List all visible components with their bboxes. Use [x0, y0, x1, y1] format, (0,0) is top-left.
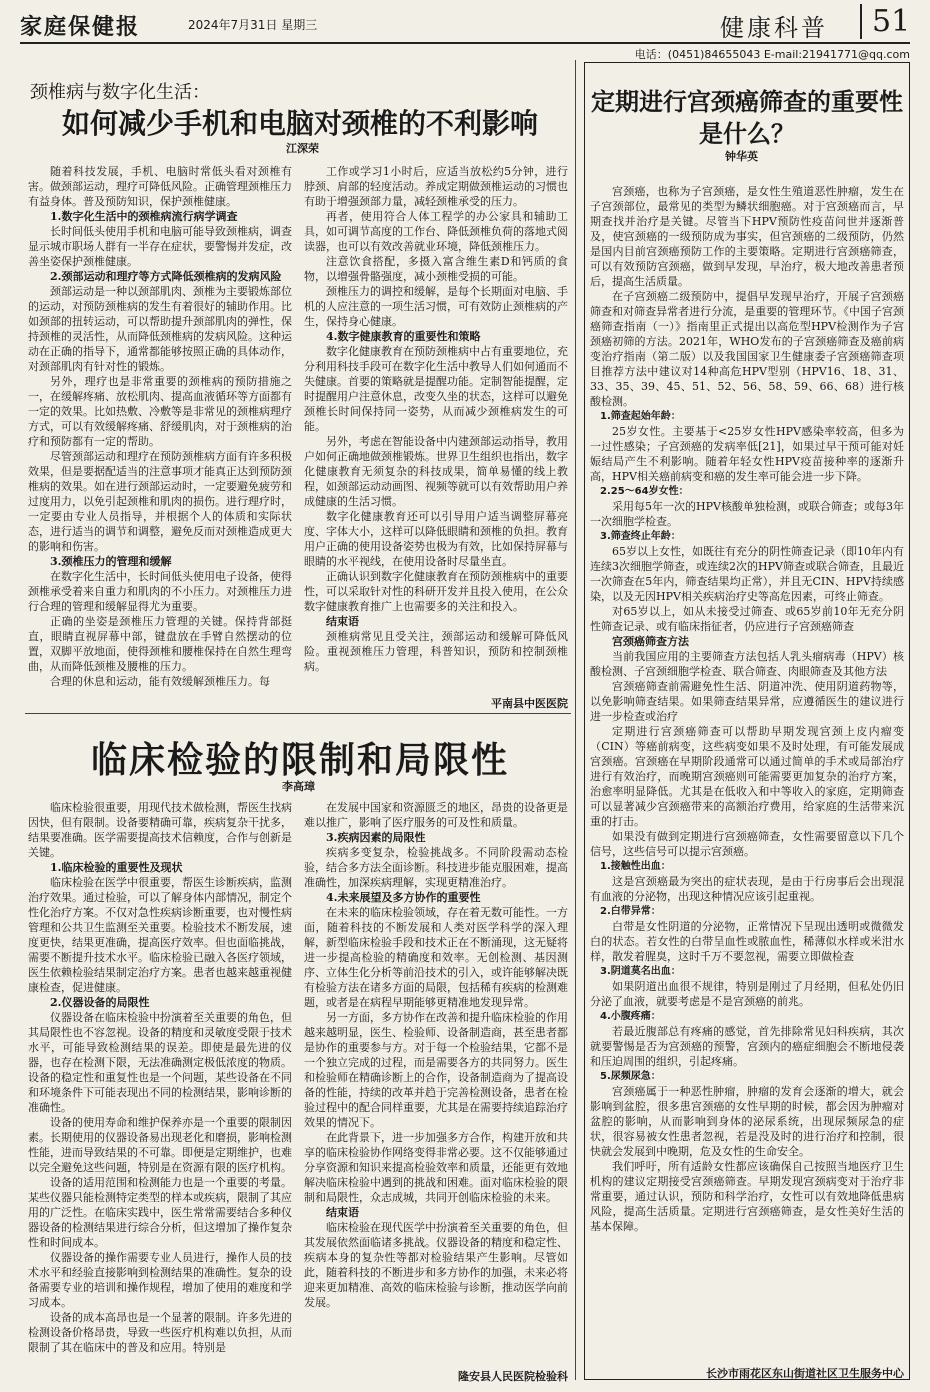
subheading: 结束语 — [326, 615, 359, 628]
issue-date: 2024年7月31日 — [188, 18, 278, 32]
paragraph: 对65岁以上，如从未接受过筛查、或65岁前10年无充分阴性筛查记录、或有临床指征者，仍应进行子宫颈癌筛查 — [590, 605, 904, 633]
paragraph: 设备的适用范围和检测能力也是一个重要的考量。某些仪器只能检测特定类型的样本或疾病，限制了其应用的广泛性。在临床实践中，医生常常需要结合多种仪器设备的检测结果进行综合分析，但这增加了操作复杂性和时间成本。 — [28, 1176, 292, 1249]
article2-column-2 — [304, 800, 568, 1380]
dateline — [188, 16, 317, 33]
newspaper-masthead: 家庭保健报 — [20, 14, 141, 40]
article3-title: 定期进行宫颈癌筛查的重要性是什么？ — [591, 87, 903, 148]
article2-title: 临床检验的限制和局限性 — [90, 739, 509, 781]
article2-column-1 — [28, 800, 292, 1380]
paragraph: 在未来的临床检验领域，存在着无数可能性。一方面，随着科技的不断发展和人类对医学科学的深入理解，新型临床检验手段和技术正在不断涌现，这无疑将进一步提高检验的精确度和效率。无创检测、基因测序、立体生化分析等前沿技术的引入，或许能够解决既有检验方法在诸多方面的局限，包括稀有疾病的检测难题，或者是在病程早期能够更精准地发现异常。 — [304, 906, 568, 1009]
paragraph: 临床检验很重要，用现代技术做检测，帮医生找病因快，但有限制。设备要精确可靠，疾病复杂干扰多，结果要准确。医学需要提高技术信赖度，合作与创新是关键。 — [28, 801, 292, 859]
paragraph: 注意饮食搭配，多摄入富含维生素D和钙质的食物，以增强骨骼强度，减小颈椎受损的可能。 — [304, 255, 568, 283]
page-number: 51 — [860, 4, 910, 39]
subheading: 3.颈椎压力的管理和缓解 — [50, 555, 172, 568]
paragraph: 临床检验在现代医学中扮演着至关重要的角色，但其发展依然面临诸多挑战。仪器设备的精度和稳定性、疾病本身的复杂性等都对检验结果产生影响。尽管如此，随着科技的不断进步和多方协作的加强，未来必将迎来更加精准、高效的临床检验与诊断，推动医学向前发展。 — [304, 1221, 568, 1309]
subheading: 2.颈部运动和理疗等方式降低颈椎病的发病风险 — [50, 270, 282, 283]
subheading: 2.白带异常： — [600, 906, 661, 917]
paragraph: 工作或学习1小时后，应适当放松约5分钟，进行脖颈、肩部的轻度活动。养成定期做颈椎运动的习惯也有助于增强颈部力量，减轻颈椎承受的压力。 — [304, 165, 568, 208]
paragraph: 颈椎压力的调控和缓解，是每个长期面对电脑、手机的人应注意的一项生活习惯，可有效防止颈椎病的产生，保持身心健康。 — [304, 285, 568, 328]
paragraph: 随着科技发展，手机、电脑时常低头看对颈椎有害。做颈部运动，理疗可降低风险。正确管理颈椎压力有益身体。普及预防知识，保护颈椎健康。 — [28, 165, 292, 208]
paragraph: 仪器设备的操作需要专业人员进行，操作人员的技术水平和经验直接影响到检测结果的准确性。复杂的设备需要专业的培训和操作规程，增加了使用的难度和学习成本。 — [28, 1251, 292, 1309]
paragraph: 若最近腹部总有疼痛的感觉，首先排除常见妇科疾病，其次就要警惕是否为宫颈癌的预警，宫颈内的癌症细胞会不断地侵袭和压迫周围的组织，引起疼痛。 — [590, 1025, 904, 1068]
paragraph: 正确的坐姿是颈椎压力管理的关键。保持背部挺直，眼睛直视屏幕中部，键盘放在手臂自然摆动的位置，双脚平放地面，使得颈椎和腰椎保持在自然生理弯曲，从而降低颈椎及腰椎的压力。 — [28, 615, 292, 673]
subheading: 4.小腹疼痛： — [600, 1011, 661, 1022]
article1-title: 如何减少手机和电脑对颈椎的不利影响 — [61, 107, 538, 140]
subheading: 3.筛查终止年龄： — [600, 531, 681, 542]
page-header — [20, 4, 911, 42]
paragraph: 宫颈癌筛查前需避免性生活、阴道冲洗、使用阴道药物等，以免影响筛查结果。如果筛查结果异常，应遵循医生的建议进行进一步检查或治疗 — [590, 680, 904, 723]
subheading: 5.尿频尿急： — [600, 1071, 661, 1082]
paragraph: 在数字化生活中，长时间低头使用电子设备，使得颈椎承受着来自重力和肌肉的不小压力。对颈椎压力进行合理的管理和缓解显得尤为重要。 — [28, 570, 292, 613]
subheading: 1.数字化生活中的颈椎病流行病学调查 — [50, 210, 238, 223]
paragraph: 设备的使用寿命和维护保养亦是一个重要的限制因素。长期使用的仪器设备易出现老化和磨损，影响检测性能，进而导致结果的不可靠。即便是定期维护，也难以完全避免这些问题，特别是在资源有限的医疗机构。 — [28, 1116, 292, 1174]
paragraph: 另外，考虑在智能设备中内建颈部运动指导，教用户如何正确地做颈椎锻炼。世界卫生组织也指出，数字化健康教育无须复杂的科技成果，简单易懂的线上教程，如颈部运动动画图、视频等就可以有效帮助用户养成健康的生活习惯。 — [304, 435, 568, 508]
paragraph: 正确认识到数字化健康教育在预防颈椎病中的重要性，可以采取针对性的科研开发并且投入使用，在公众数字健康教育推广上也需要多的关注和投入。 — [304, 570, 568, 613]
paragraph: 65岁以上女性，如既往有充分的阴性筛查记录（即10年内有连续3次细胞学筛查，或连续2次的HPV筛查或联合筛查，且最近一次筛查在5年内，筛查结果均正常），并且无CIN、HPV持续感染，以及无因HPV相关疾病治疗史等高危因素，可终止筛查。 — [590, 545, 904, 603]
paragraph: 临床检验在医学中很重要，帮医生诊断疾病，监测治疗效果。通过检验，可以了解身体内部情况，制定个性化治疗方案。不仅对急性疾病诊断重要，也对慢性病管理和公共卫生监测至关重要。检验技术不断发展，速度更快，结果更准确，提高医疗效率。但也面临挑战，需要不断提升技术水平。临床检验已融入各医疗领域，医生依赖检验结果制定治疗方案。患者也越来越重视健康检查，促进健康。 — [28, 876, 292, 994]
paragraph: 在发展中国家和资源匮乏的地区，昂贵的设备更是难以推广，影响了医疗服务的可及性和质量。 — [304, 801, 568, 829]
subheading: 3.疾病因素的局限性 — [326, 831, 426, 844]
issue-weekday: 星期三 — [281, 18, 318, 32]
paragraph: 颈椎病常见且受关注，颈部运动和缓解可降低风险。重视颈椎压力管理，科普知识，预防和控制颈椎病。 — [304, 630, 568, 673]
paragraph: 白带是女性阴道的分泌物，正常情况下呈现出透明或微微发白的状态。若女性的白带呈血性或脓血性，稀薄似水样或米泔水样，散发着腥臭，这时千万不要忽视，需要立即做检查 — [590, 920, 904, 963]
subheading: 4.数字健康教育的重要性和策略 — [326, 330, 481, 343]
paragraph: 数字化健康教育在预防颈椎病中占有重要地位，充分利用科技手段可在数字化生活中教导人们如何通而不失健康。首要的策略就是提醒功能。定制智能提醒，定时提醒用户注意休息，改变久坐的状态，这样可以避免颈椎长时间保持同一姿势，从而减少颈椎病发生的可能。 — [304, 345, 568, 433]
article1-column-1 — [28, 164, 292, 709]
article3-body — [590, 184, 904, 1360]
paragraph: 合理的休息和运动，能有效缓解颈椎压力。每 — [50, 675, 270, 688]
subheading: 宫颈癌筛查方法 — [612, 635, 689, 648]
paragraph: 在子宫颈癌二级预防中，提倡早发现早治疗，开展子宫颈癌筛查和对筛查异常者进行分流，是重要的管理环节。《中国子宫颈癌筛查指南（一）》指南里正式提出以高危型HPV检测作为子宫颈癌初筛的方法。2021年，WHO发布的子宫颈癌筛查及癌前病变治疗指南（第二版）以及我国国家卫生健康委子宫颈癌筛查项目推荐方法中建议对14种高危HPV型别（HPV16、18、31、33、35、39、45、51、52、56、58、59、66、68）进行核酸检测。 — [590, 290, 904, 408]
column-divider — [575, 60, 576, 1380]
paragraph: 设备的成本高昂也是一个显著的限制。许多先进的检测设备价格昂贵，导致一些医疗机构难以负担，从而限制了其在临床中的普及和应用。特别是 — [28, 1311, 292, 1354]
subheading: 1.接触性出血： — [600, 861, 671, 872]
paragraph: 我们呼吁，所有适龄女性都应该确保自己按照当地医疗卫生机构的建议定期接受宫颈癌筛查。早期发现宫颈病变对于治疗非常重要，通过认识，预防和科学治疗，女性可以有效地降低患病风险，提高生活质量。定期进行宫颈癌筛查，是女性美好生活的基本保障。 — [590, 1160, 904, 1233]
paragraph: 尽管颈部运动和理疗在预防颈椎病方面有许多积极效果，但是要据配适当的注意事项才能真正达到预防颈椎病的效果。如在进行颈部运动时，一定要避免疲劳和过度用力，以免引起颈椎和肌肉的损伤。进行理疗时，一定要由专业人员指导，并根据个人的体质和实际状态，进行适当的调节和调整，避免反而对颈椎造成更大的影响和伤害。 — [28, 450, 292, 553]
paragraph: 当前我国应用的主要筛查方法包括人乳头瘤病毒（HPV）核酸检测、子宫颈细胞学检查、联合筛查、肉眼筛查及其他方法 — [590, 650, 904, 678]
article-separator — [25, 713, 571, 714]
paragraph: 数字化健康教育还可以引导用户适当调整屏幕亮度、字体大小，这样可以降低眼睛和颈椎的负担。教育用户正确的使用设备姿势也极为有效，比如保持屏幕与眼睛的水平视线，在使用设备时尽量坐直。 — [304, 510, 568, 568]
paragraph: 25岁女性。主要基于<25岁女性HPV感染率较高，但多为一过性感染；子宫颈癌的发病率低[21]，如果过早干预可能对妊娠结局产生不利影响。随着年轻女性HPV疫苗接种率的逐渐升高，HPV相关癌前病变和癌的发生率可能会进一步下降。 — [590, 425, 904, 483]
article3-organization: 长沙市雨花区东山街道社区卫生服务中心 — [706, 1367, 904, 1380]
header-rule — [20, 42, 910, 44]
paragraph: 定期进行宫颈癌筛查可以帮助早期发现宫颈上皮内瘤变（CIN）等癌前病变，这些病变如果不及时处理，有可能发展成宫颈癌。宫颈癌在早期阶段通常可以通过简单的手术或局部治疗进行有效治疗，而晚期宫颈癌则可能需要更加复杂的治疗方案，治愈率明显降低。尤其是在低收入和中等收入的家庭，定期筛查可以显著减少宫颈癌带来的高额治疗费用，给家庭的生活带来沉重的打击。 — [590, 725, 904, 828]
article2-author: 李高璋 — [282, 780, 315, 793]
subheading: 2.仪器设备的局限性 — [50, 996, 150, 1009]
paragraph: 这是宫颈癌最为突出的症状表现，是由于行房事后会出现混有血液的分泌物，出现这种情况应该引起重视。 — [590, 875, 904, 903]
paragraph: 如果阴道出血很不规律，特别是刚过了月经期，但私处仍旧分泌了血液，就要考虑是不是宫颈癌的前兆。 — [590, 980, 904, 1008]
paragraph: 宫颈癌属于一种恶性肿瘤，肿瘤的发育会逐渐的增大，就会影响到盆腔，很多患宫颈癌的女性早期的时候，都会因为肿瘤对盆腔的影响，从而影响到身体的泌尿系统，出现尿频尿急的症状，很容易被女性患者忽视，若是没及时的进行治疗和控制，很快就会发展到中晚期，危及女性的生命安全。 — [590, 1085, 904, 1158]
subheading: 1.临床检验的重要性及现状 — [50, 861, 183, 874]
contact-info: 电话：(0451)84655043 E-mail:21941771@qq.com — [634, 48, 910, 61]
article1-organization: 平南县中医医院 — [491, 697, 568, 710]
paragraph: 如果没有做到定期进行宫颈癌筛查，女性需要留意以下几个信号，这些信号可以提示宫颈癌。 — [590, 830, 904, 858]
paragraph: 颈部运动是一种以颈部肌肉、颈椎为主要锻炼部位的运动，对预防颈椎病的发生有着很好的辅助作用。比如颈部的扭转运动，可以帮助提升颈部肌肉的弹性，保持颈椎的灵活性，从而降低颈椎病的发病风险。这种运动在正确的指导下，通常都能够按照正确的具体动作，对颈部肌肉有针对性的锻炼。 — [28, 285, 292, 373]
subheading: 结束语 — [326, 1206, 359, 1219]
article1-kicker: 颈椎病与数字化生活： — [30, 82, 210, 103]
subheading: 1.筛查起始年龄： — [600, 411, 681, 422]
paragraph: 另外，理疗也是非常重要的颈椎病的预防措施之一，在缓解疼痛、放松肌肉、提高血液循环等方面都有一定的效果。比如热敷、冷敷等是非常见的颈椎病理疗方式，可以有效缓解疼痛、舒缓肌肉，对于颈椎病的治疗和预防都有一定的帮助。 — [28, 375, 292, 448]
paragraph: 仪器设备在临床检验中扮演着至关重要的角色，但其局限性也不容忽视。设备的精度和灵敏度受限于技术水平，可能导致检测结果的误差。即使是最先进的仪器，也存在检测下限，无法准确测定极低浓度的物质。设备的稳定性和重复性也是一个问题，某些设备在不同和环境条件下可能表现出不同的检测结果，影响诊断的准确性。 — [28, 1011, 292, 1114]
article1-author: 江深荣 — [286, 142, 319, 155]
paragraph: 在此背景下，进一步加强多方合作，构建开放和共享的临床检验协作网络变得非常必要。这不仅能够通过分享资源和知识来提高检验效率和质量，还能更有效地解决临床检验中遇到的挑战和困难。面对临床检验的限制和局限性，众志成城，共同开创临床检验的未来。 — [304, 1131, 568, 1204]
subheading: 3.阴道莫名出血： — [600, 966, 681, 977]
paragraph: 再者，使用符合人体工程学的办公家具和辅助工具，如可调节高度的工作台、降低颈椎负荷的落地式阅读器，也可以有效改善就业环境，降低颈椎压力。 — [304, 210, 568, 253]
paragraph: 长时间低头使用手机和电脑可能导致颈椎病，调查显示城市职场人群有一半存在症状，要警惕并发症，改善坐姿保护颈椎健康。 — [28, 225, 292, 268]
subheading: 2.25～64岁女性： — [600, 486, 689, 497]
subheading: 4.未来展望及多方协作的重要性 — [326, 891, 481, 904]
section-name: 健康科普 — [720, 14, 828, 42]
article3-author: 钟华英 — [725, 150, 758, 163]
paragraph: 采用每5年一次的HPV核酸单独检测，或联合筛查；或每3年一次细胞学检查。 — [590, 500, 904, 528]
article2-organization: 隆安县人民医院检验科 — [458, 1370, 568, 1383]
paragraph: 疾病多变复杂，检验挑战多。不同阶段需动态检验，结合多方法全面诊断。科技进步能克服困难，提高准确性，加深疾病理解，实现更精准治疗。 — [304, 846, 568, 889]
paragraph: 另一方面，多方协作在改善和提升临床检验的作用越来越明显，医生、检验师、设备制造商，甚至患者都是协作的重要参与方。对于每一个检验结果，它都不是一个独立完成的过程，而是需要各方的共同努力。医生和检验师在精确诊断上的合作，设备制造商为了提高设备的性能，持续的改革并趋于完善检测设备，患者在检验过程中的配合同样重要，尤其是在需要持续追踪治疗效果的情况下。 — [304, 1011, 568, 1129]
article1-column-2 — [304, 164, 568, 709]
paragraph: 宫颈癌，也称为子宫颈癌，是女性生殖道恶性肿瘤，发生在子宫颈部位，最常见的类型为鳞状细胞癌。对于宫颈癌而言，早期查找并治疗是关键。尽管当下HPV预防性疫苗问世并逐渐普及，使宫颈癌的一级预防成为事实，但宫颈癌的二级预防，仍然是国内目前宫颈癌预防工作的主要策略。定期进行宫颈癌筛查，可以有效预防宫颈癌，做到早发现，早治疗，极大地改善患者预后，提高生活质量。 — [590, 185, 904, 288]
